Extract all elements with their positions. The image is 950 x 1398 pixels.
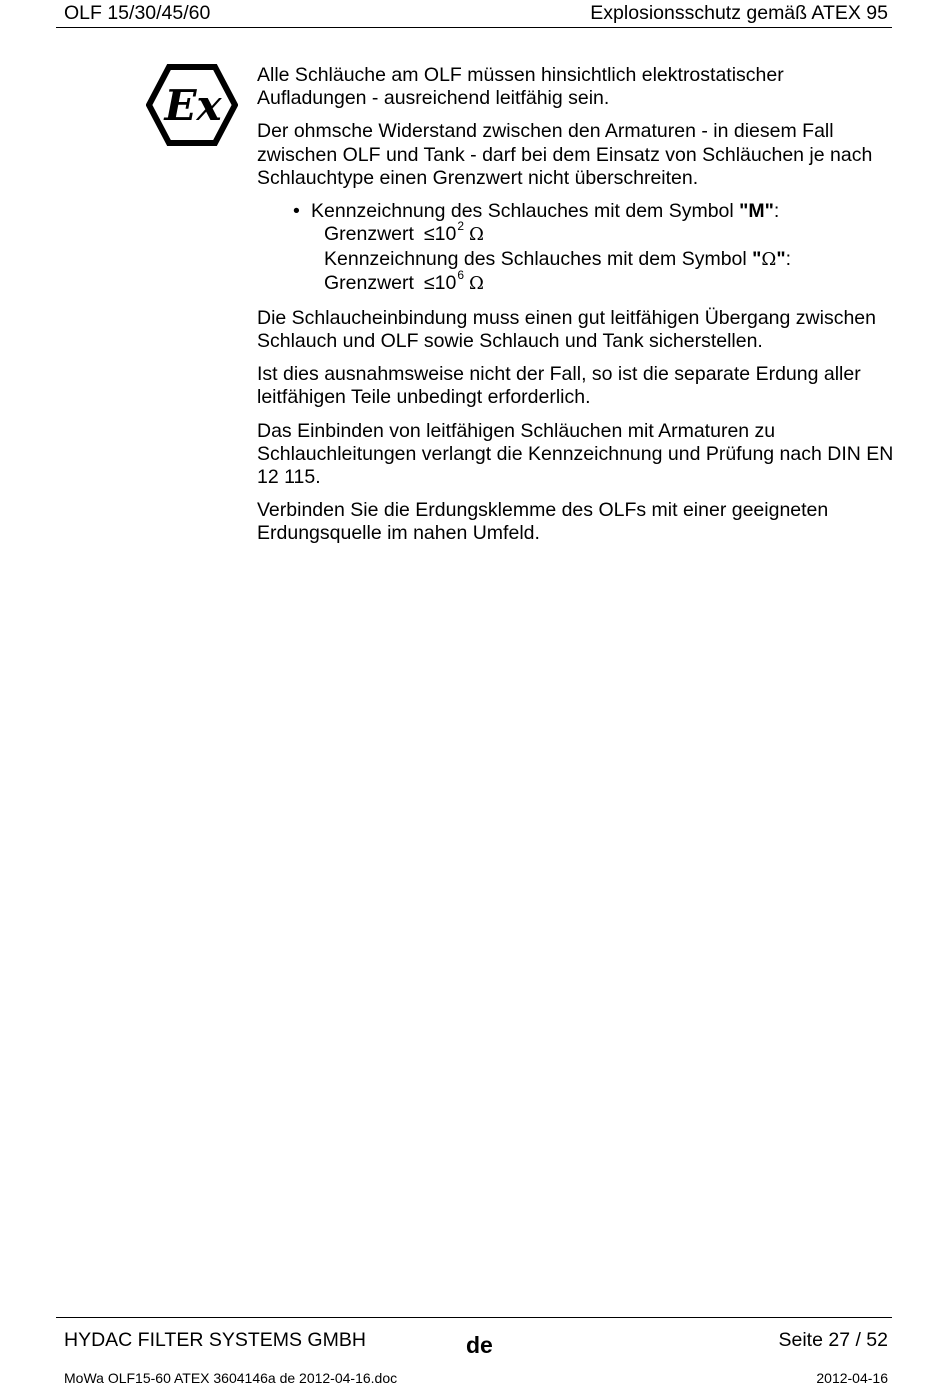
footer-language: de (466, 1332, 493, 1358)
footer-page-number: Seite 27 / 52 (778, 1329, 888, 1351)
footer-divider (56, 1317, 892, 1318)
header-divider (56, 27, 892, 28)
ex-atex-hexagon-icon (146, 64, 238, 146)
footer-date: 2012-04-16 (816, 1370, 888, 1386)
marking-line-omega: Kennzeichnung des Schlauches mit dem Symbol "Ω": (324, 248, 792, 271)
bullet-list-item (257, 200, 897, 297)
paragraph-hose-integration: Die Schlaucheinbindung muss einen gut leitfähigen Übergang zwischen Schlauch und OLF sowie Schlauch und Tank sicherstellen. (257, 306, 876, 353)
footer-file-name: MoWa OLF15-60 ATEX 3604146a de 2012-04-16.doc (64, 1370, 398, 1386)
limit-line-m: Grenzwert $\le 10^2$ Ω (324, 219, 484, 246)
paragraph-ground-clamp: Verbinden Sie die Erdungsklemme des OLFs mit einer geeigneten Erdungsquelle im nahen Umfeld. (257, 499, 829, 545)
paragraph-grounding: Ist dies ausnahmsweise nicht der Fall, so ist die separate Erdung aller leitfähigen Teile unbedingt erforderlich. (257, 363, 861, 409)
symbol-omega: Ω (761, 249, 777, 271)
content-body (257, 64, 897, 556)
marking-line-m: Kennzeichnung des Schlauches mit dem Symbol "M": (311, 200, 780, 223)
header-section-title: Explosionsschutz gemäß ATEX 95 (590, 2, 888, 24)
header-document-title: OLF 15/30/45/60 (64, 2, 211, 24)
paragraph-conductivity: Alle Schläuche am OLF müssen hinsichtlich elektrostatischer Aufladungen - ausreichend leitfähig sein. (257, 64, 784, 110)
limit-line-omega: Grenzwert $\le 10^6$ Ω (324, 267, 484, 294)
ex-logo-text: Ex (164, 81, 222, 130)
symbol-m: "M" (739, 200, 774, 223)
bullet-marker: • (293, 200, 300, 223)
paragraph-resistance: Der ohmsche Widerstand zwischen den Armaturen - in diesem Fall zwischen OLF und Tank - darf bei dem Einsatz von Schläuchen je nach Schlauchtype einen Grenzwert nicht überschreiten. (257, 120, 873, 189)
paragraph-din-standard: Das Einbinden von leitfähigen Schläuchen mit Armaturen zu Schlauchleitungen verlangt die Kennzeichnung und Prüfung nach DIN EN 12 115. (257, 419, 894, 489)
footer-company: HYDAC FILTER SYSTEMS GMBH (64, 1329, 366, 1351)
